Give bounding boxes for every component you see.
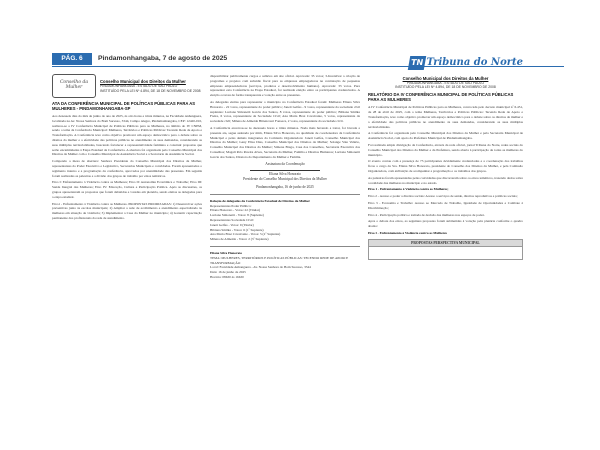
signature-title: Presidente do Conselho Municipal dos Direitos da Mulher <box>243 177 327 182</box>
report-axis-heading: Eixo I - Enfrentamento à Violência contra as Mulheres <box>368 230 447 235</box>
delegates-list-line: Luciana Simonetti - Votos: 8 (Suplente) <box>210 213 264 218</box>
delegates-list-line: Janeti Gelfes - Votos: 9 (Titular) <box>210 222 254 227</box>
delegates-list-line: Milena de Almeida - Votos: 2 (3º Suplente) <box>210 237 269 242</box>
delegates-list-line: Bibiana Smilka - Votos: 6 (1º Suplente) <box>210 227 264 232</box>
ata-continued-paragraph-2: As delegadas eleitas para representar o município na Conferência Estadual foram: Mulheres Eliana Silva Honorato - 22 votos, representante do poder público; Janeti Gelfes - 9 votos, representante da sociedade civil suplentes: Luciana Simonetti Garcia dos Santos, 8 votos, representante do poder público; Bibiana Smilka Freire, 6 votos, representante da Sociedade Civil; Ana Maria Braz Cavalcante, 5 votos, representante da sociedade civil; Milena de Almeida Bittencourt Fonseca, 2 votos, representante da sociedade civil. <box>210 99 360 124</box>
signature-name: Eliana Silva Honorato <box>269 172 301 177</box>
report-axis-2: Eixo 2 - Acesso e poder a direitos sociais: Acesso a serviços de saúde, direitos reprodutivos e políticas sociais; <box>368 194 518 199</box>
tribuna-logo <box>409 56 523 70</box>
report-paragraph-4: O evento contou com a presença de 73 participantes devidamente credenciadas e a coordenação dos trabalhos ficou a cargo da Sra. Eliana Silva Honorato, presidente do Conselho dos Direitos da Mulher, e pela Comissão Organizadora, com atribuição de acompanhar a programação e os trabalhos dos grupos. <box>368 159 523 173</box>
signature-line <box>250 170 320 171</box>
section-divider <box>210 246 360 247</box>
contact-line: Horário: 08h30 às 16h30 <box>210 274 244 279</box>
ata-paragraph-4: Eixo1 - Enfrentamento à Violência contra as Mulheres. PROPOSTAS PRIORIZADAS: 1) Desenvolver ações preventivas junto às escolas municipais; 2) Ampliar a rede de acolhimento e atendimento especializado às mulheres em situação de violência; 3) Implementar a Casa da Mulher no município; 4) Garantir capacitação permanente dos profissionais da rede de atendimento. <box>52 201 202 220</box>
contact-line: TEMA: MULHERES, TERRITÓRIOS E POLÍTICAS PÚBLICAS: TECENDO REDE DE APOIO E TRANSFORMAÇÃO <box>210 255 349 265</box>
page-number-badge: PÁG. 6 <box>52 53 92 65</box>
column-left <box>52 74 202 450</box>
council-logo: Conselho da Mulher <box>52 74 96 98</box>
delegates-list-line: Eliana Honorato - Votos: 22 (Titular) <box>210 208 261 213</box>
report-paragraph-2: A Conferência foi organizada pelo Conselho Municipal dos Direitos da Mulher e pela Secretaria Municipal de Assistência Social, com apoio da Prefeitura Municipal de Pindamonhangaba. <box>368 131 523 141</box>
ata-paragraph-1: Aos dezesseis dias do mês de junho do ano de 2025, às oito horas e trinta minutos, na Faculdade Anhanguera, localizada na Av. Nossa Senhora do Bom Sucesso, 3344, Campo Alegre, Pindamonhangaba, CEP: 12420-010, realizou-se a IV Conferência Municipal de Políticas Públicas para as Mulheres, no âmbito do IV CNPM, sendo o tema da Conferência Municipal: Mulheres, Territórios e Políticas Públicas: Tecendo Rede de Apoio e Transformação. A Conferência teve como objetivo promover um espaço democrático para o debate sobre os direitos da mulher e a efetividade das políticas públicas no atendimento às suas demandas, considerando as suas múltiplas territorialidades, buscando fortalecer a representatividade feminina e construir propostas que serão encaminhadas à Etapa Estadual da Conferência. A abertura foi organizada pelo Conselho Municipal dos Direitos da Mulher com o Conselho Municipal de Assistência Social e a Secretaria de Assistência Social. <box>52 114 202 157</box>
contact-line: Local: Faculdade Anhanguera - Av. Nossa Senhora do Bom Sucesso, 3344 <box>210 265 311 270</box>
ata-continued-paragraph-1: disponibilizar publicamente cargos e salários em site oficial. Aprovada: 35 votos; 3-Incentivar a criação de programas e projetos com subsídio fiscal para as empresas empregadoras na contratação de pequenas empresas empreendedoras (serviços, produtos e desenvolvimento humano). Aprovada: 33 votos. Para representar esta Conferência na Etapa Estadual, foi realizada eleição entre os participantes credenciados. A eleição ocorreu de forma transparente e votação entre as presentes. <box>210 74 360 98</box>
report-paragraph-3: Foi realizada ampla divulgação da Conferência, através da rede oficial, jornal Tribuna do Norte, redes sociais do Conselho Municipal dos Direitos da Mulher e da Prefeitura, sendo aberta à participação de todas as mulheres do município. <box>368 142 523 157</box>
delegates-list-line: Representantes Poder Público: <box>210 203 252 208</box>
report-title: RELATÓRIO DA IV CONFERÊNCIA MUNICIPAL DE POLÍTICAS PÚBLICAS PARA AS MULHERES <box>368 92 514 103</box>
column-middle <box>210 74 360 450</box>
ata-title: ATA DA CONFERÊNCIA MUNICIPAL DE POLÍTICAS PÚBLICAS PARA AS MULHERES - PINDAMONHANGABA-SP <box>52 101 196 111</box>
report-axis-1: Eixo 1 - Enfrentamento à Violência contra as Mulheres; <box>368 187 449 192</box>
signature-date: Pindamonhangaba, 16 de junho de 2025 <box>256 184 314 189</box>
report-paragraph-1: A IV Conferência Municipal de Políticas Públicas para as Mulheres, convocada pelo decreto municipal nº 6.451, de 28 de abril de 2025, com o tema Mulheres, Territórios e Políticas Públicas: Tecendo Rede de Apoio e Transformação, teve como objetivo promover um espaço democrático para o debate sobre os direitos da mulher e a efetividade das políticas públicas no atendimento às suas demandas, considerando as suas múltiplas territorialidades. <box>368 105 523 129</box>
proposals-table-header: PROPOSTAS PERSPECTIVA MUNICIPAL <box>368 239 523 247</box>
report-paragraph-vote: Após o debate dos eixos, as seguintes propostas foram submetidas à votação pela plenária conforme o quadro abaixo: <box>368 219 523 229</box>
column-right <box>368 56 523 450</box>
council-header-sub2: INSTITUÍDO PELA LEI Nº 4.894, DE 18 DE NOVEMBRO DE 2008 <box>395 85 496 90</box>
report-axis-4: Eixo 4 - Participação política e tomada de decisão das mulheres nos espaços de poder. <box>368 212 485 217</box>
ata-continued-paragraph-3: A Conferência encerrou-se às dezesseis horas e trinta minutos. Nada mais havendo a tratar, foi lavrada a presente ata, segue assinada por mim, Eliana Silva Honorato, na qualidade de coordenadora da Conferência Municipal e pelas demais integrantes da Comissão Organizadora: Janeti Gelfes, Conselho Municipal dos Direitos da Mulher; Gany Elisa Dias, Conselho Municipal dos Direitos da Mulher; Solange Vale Valério, Conselho Municipal dos Direitos da Mulher; Simone Braga, Casa dos Conselhos, Secretaria Executiva dos Conselhos; Magali Pelo Pereira Alves, Secretaria da Mulher, Família e Direitos Humanos; Luciana Simonetti Garcia dos Santos, Diretora do Departamento da Mulher e Família. <box>210 125 360 159</box>
proposals-table-row <box>368 247 523 260</box>
tribuna-logo-name: Tribuna do Norte <box>426 56 523 68</box>
council-header-sub2: INSTITUÍDO PELA LEI Nº 4.894, DE 18 DE NOVEMBRO DE 2008 <box>100 88 201 93</box>
council-header-title: Conselho Municipal dos Direitos da Mulher <box>402 76 489 81</box>
dateline: Pindamonhangaba, 7 de agosto de 2025 <box>98 55 228 62</box>
contacts-title: Eliane Silva Honorato <box>210 250 243 255</box>
contact-line: Data: 16 de junho de 2025 <box>210 270 246 275</box>
delegates-list-line: Representantes Sociedade Civil: <box>210 217 254 222</box>
ata-paragraph-3: Eixo I: Enfrentamento à Violência contra as Mulheres; Eixo II: Autonomia Econômica e Trabalho; Eixo III: Saúde Integral das Mulheres; Eixo IV: Educação, Cultura e Participação Política. Após as discussões, os grupos apresentaram as propostas que foram debatidas e votadas em plenária, sendo eleitas as delegadas para a etapa estadual. <box>52 180 202 199</box>
ata-paragraph-2: Compondo a mesa de abertura: Senhora Presidente do Conselho Municipal dos Direitos da Mulher, representantes do Poder Executivo e Legislativo, Secretarias Municipais e convidadas. Foram apresentados o regimento interno e a programação da conferência, aprovados por unanimidade das presentes. Em seguida foram realizadas as palestras e a divisão dos grupos de trabalho por eixos temáticos. <box>52 159 202 178</box>
tribuna-logo-icon: TN <box>407 56 425 70</box>
delegates-list-line: Ana Maria Braz Cavalcante - Votos: 5 (2º Suplente) <box>210 232 281 237</box>
council-header-title: Conselho Municipal dos Direitos da Mulher <box>100 79 186 85</box>
report-axis-3: Eixo 3 - Economia e Trabalho: Acesso ao Mercado de Trabalho, Igualdade de Oportunidades e Combate à Discriminação; <box>368 200 523 210</box>
delegates-list-title: Relação de delegadas da Conferência Estadual de Direitos da Mulher <box>210 198 311 203</box>
section-divider <box>210 194 360 195</box>
council-header-sub1: PINDAMONHANGABA - ESTADO DE SÃO PAULO <box>100 84 178 89</box>
signature-block <box>210 162 360 190</box>
report-paragraph-5: As palestras foram apresentadas pelas convidadas que discorreram sobre os eixos temáticos, trazendo dados sobre a realidade das mulheres no município e no estado. <box>368 175 523 185</box>
signature-role: Assinatura da Coordenação <box>265 161 305 166</box>
council-header-sub1: PINDAMONHANGABA - ESTADO DE SÃO PAULO <box>406 81 485 85</box>
